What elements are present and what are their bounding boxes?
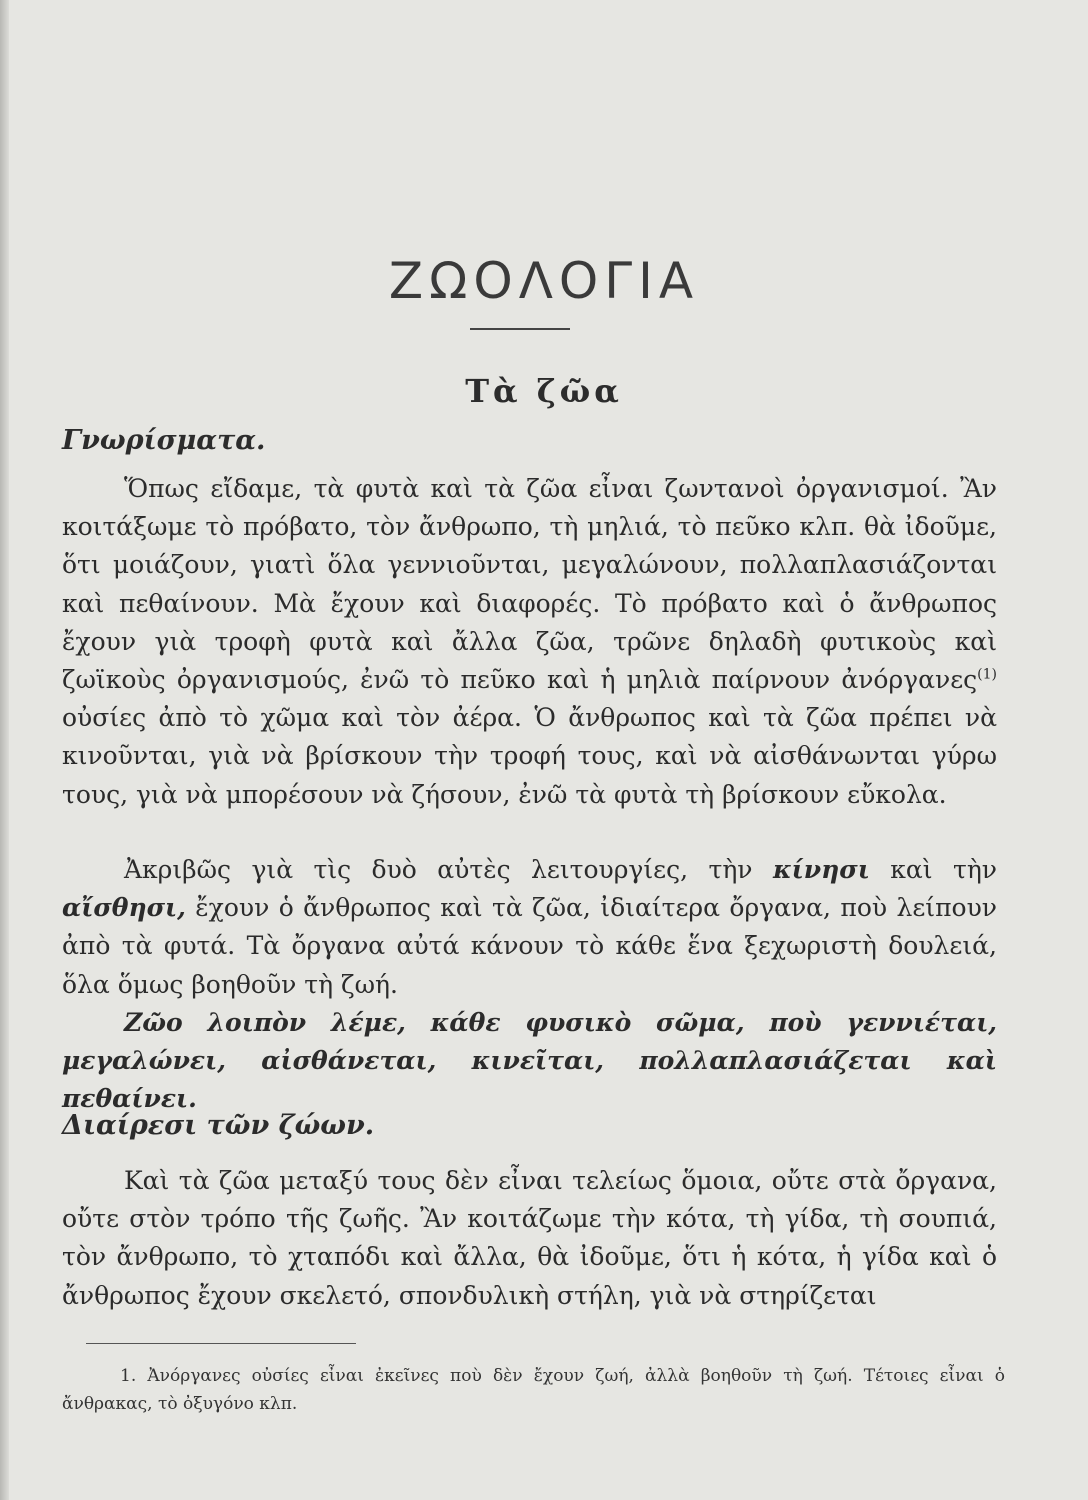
paragraph-organs-b: καὶ τὴν [869, 855, 997, 884]
footnote-divider [86, 1343, 356, 1344]
subhead-division: Διαίρεσι τῶν ζώων. [62, 1110, 375, 1141]
term-kinisi: κίνησι [772, 855, 870, 884]
chapter-title: ΖΩΟΛΟΓΙΑ [388, 252, 700, 310]
title-divider [470, 328, 570, 330]
paragraph-intro-text: Ὅπως εἴδαμε, τὰ φυτὰ καὶ τὰ ζῶα εἶναι ζωντανοὶ ὀργανισμοί. Ἂν κοιτάξωμε τὸ πρόβατο, τὸν ἄνθρωπο, τὴ μηλιά, τὸ πεῦκο κλπ. θὰ ἰδοῦμε, ὅτι μοιάζουν, γιατὶ ὅλα γεννιοῦνται, μεγαλώνουν, πολλαπλασιάζονται καὶ πεθαίνουν. Μὰ ἔχουν καὶ διαφορές. Τὸ πρόβατο καὶ ὁ ἄνθρωπος ἔχουν γιὰ τροφὴ φυτὰ καὶ ἄλλα ζῶα, τρῶνε δηλαδὴ φυτικοὺς καὶ ζωϊκοὺς ὀργανισμούς, ἐνῶ τὸ πεῦκο καὶ ἡ μηλιὰ παίρνουν ἀνόργανες [62, 474, 997, 695]
term-aisthisi: αἴσθησι, [62, 893, 186, 923]
paragraph-organs [62, 851, 997, 1004]
footnote: 1. Ἀνόργανες οὐσίες εἶναι ἐκεῖνες ποὺ δὲν ἔχουν ζωή, ἀλλὰ βοηθοῦν τὴ ζωή. Τέτοιες εἶναι ὁ ἄνθρακας, τὸ ὀξυγόνο κλπ. [62, 1366, 1005, 1414]
definition-paragraph: Ζῶο λοιπὸν λέμε, κάθε φυσικὸ σῶμα, ποὺ γεννιέται, μεγαλώνει, αἰσθάνεται, κινεῖται, πολλαπλασιάζεται καὶ πεθαίνει. [62, 1008, 997, 1114]
footnote-reference: (1) [977, 666, 997, 683]
section-title: Τὰ ζῶα [465, 372, 623, 410]
paragraph-organs-a: Ἀκριβῶς γιὰ τὶς δυὸ αὐτὲς λειτουργίες, τὴν [124, 855, 773, 884]
page-binding-edge [0, 0, 9, 1500]
paragraph-organs-c: ἔχουν ὁ ἄνθρωπος καὶ τὰ ζῶα, ἰδιαίτερα ὄργανα, ποὺ λείπουν ἀπὸ τὰ φυτά. Τὰ ὄργανα αὐτά κάνουν τὸ κάθε ἕνα ξεχωριστὴ δουλειά, ὅλα ὅμως βοηθοῦν τὴ ζωή. [62, 893, 997, 999]
paragraph-division: Καὶ τὰ ζῶα μεταξύ τους δὲν εἶναι τελείως ὅμοια, οὔτε στὰ ὄργανα, οὔτε στὸν τρόπο τῆς ζωῆς. Ἂν κοιτάζωμε τὴν κότα, τὴ γίδα, τὴ σουπιά, τὸν ἄνθρωπο, τὸ χταπόδι καὶ ἄλλα, θὰ ἰδοῦμε, ὅτι ἡ κότα, ἡ γίδα καὶ ὁ ἄνθρωπος ἔχουν σκελετό, σπονδυλικὴ στήλη, γιὰ νὰ στηρίζεται [62, 1166, 997, 1310]
subhead-features: Γνωρίσματα. [62, 425, 266, 456]
paragraph-intro [62, 470, 997, 814]
paragraph-intro-continued: οὐσίες ἀπὸ τὸ χῶμα καὶ τὸν ἀέρα. Ὁ ἄνθρωπος καὶ τὰ ζῶα πρέπει νὰ κινοῦνται, γιὰ νὰ βρίσκουν τὴν τροφή τους, καὶ νὰ αἰσθάνωνται γύρω τους, γιὰ νὰ μπορέσουν νὰ ζήσουν, ἐνῶ τὰ φυτὰ τὴ βρίσκουν εὔκολα. [62, 703, 997, 809]
